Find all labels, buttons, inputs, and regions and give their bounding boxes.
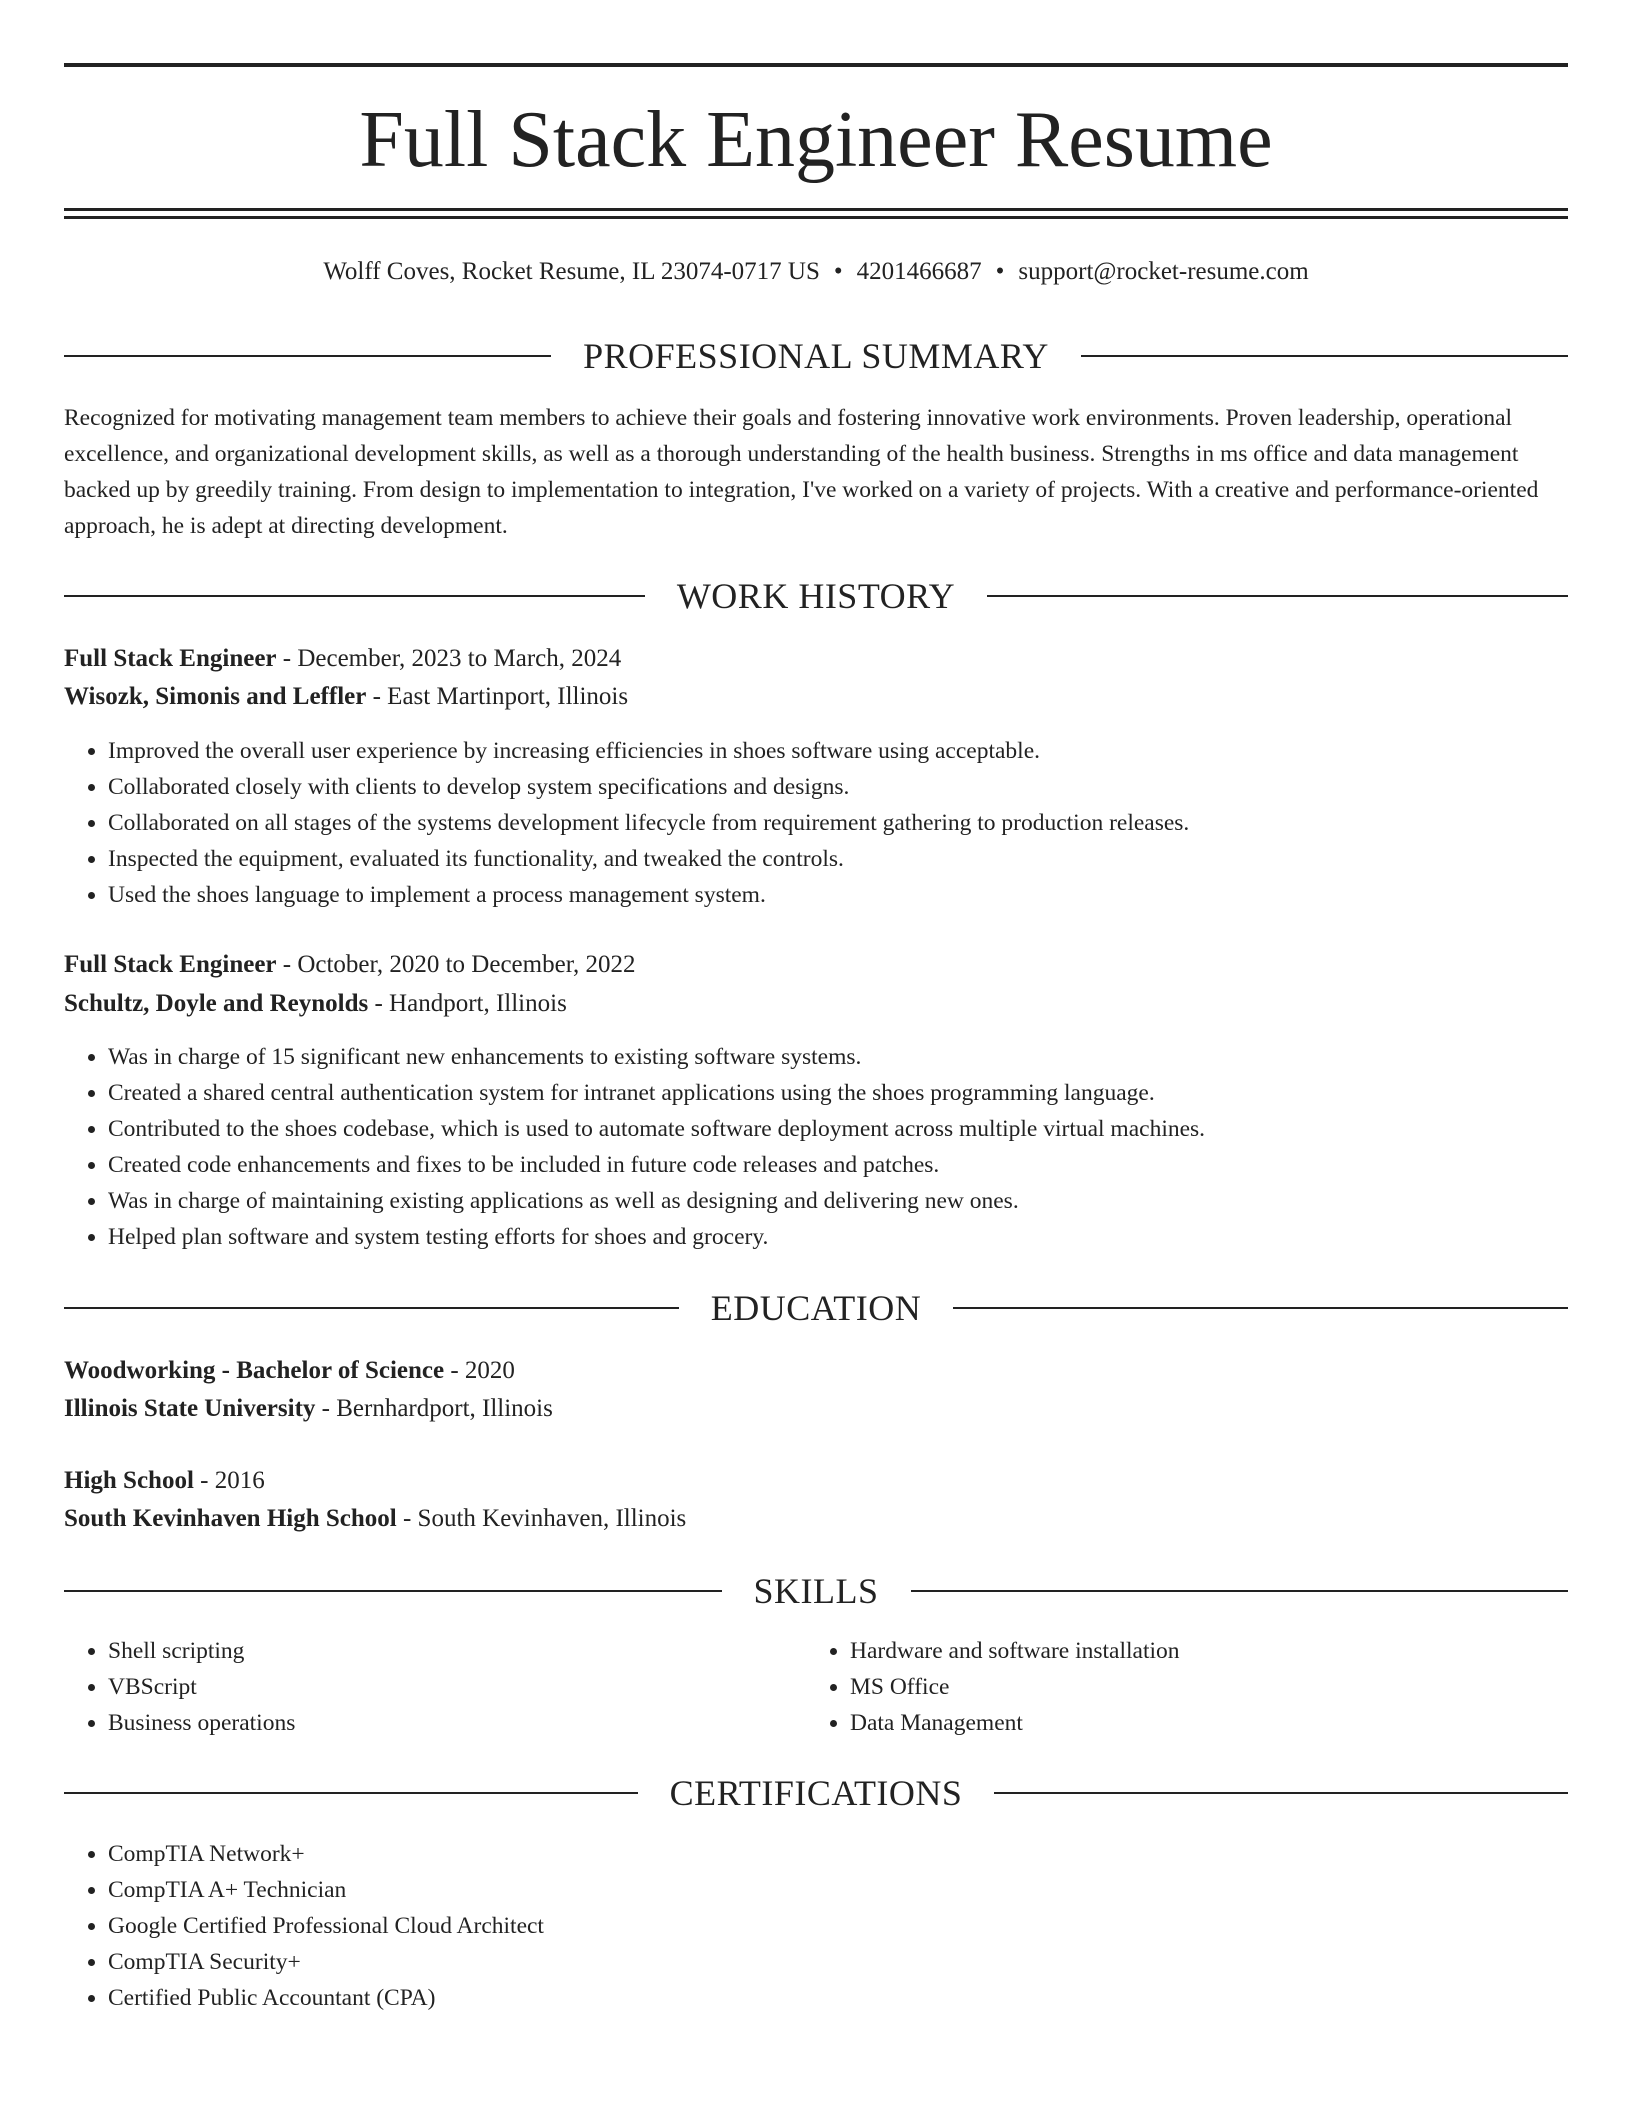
contact-line bbox=[0, 256, 1632, 288]
list-item: • Shell scripting bbox=[108, 1633, 295, 1669]
list-item: • CompTIA Network+ bbox=[108, 1836, 544, 1872]
job-title-line bbox=[64, 640, 621, 678]
list-item: • Improved the overall user experience by increasing efficiencies in shoes software using acceptable. bbox=[108, 733, 1189, 769]
heading-rule bbox=[64, 1792, 638, 1794]
job-company-line bbox=[64, 985, 567, 1023]
education-school: Illinois State University bbox=[64, 1395, 316, 1422]
skills-list-left bbox=[64, 1633, 295, 1741]
contact-phone: 4201466687 bbox=[856, 258, 982, 285]
job-company: Wisozk, Simonis and Leffler bbox=[64, 683, 367, 710]
section-heading-summary bbox=[64, 334, 1568, 378]
list-item: • Was in charge of maintaining existing applications as well as designing and delivering new ones. bbox=[108, 1183, 1205, 1219]
list-item: • Certified Public Accountant (CPA) bbox=[108, 1980, 544, 2016]
education-degree-line bbox=[64, 1352, 515, 1390]
section-heading-work-history bbox=[64, 574, 1568, 618]
education-degree-line bbox=[64, 1462, 265, 1500]
job-bullets bbox=[64, 1039, 1205, 1255]
list-item: • Helped plan software and system testing efforts for shoes and grocery. bbox=[108, 1219, 1205, 1255]
job-bullets bbox=[64, 733, 1189, 913]
contact-separator: • bbox=[995, 258, 1005, 285]
certifications-list bbox=[64, 1836, 544, 2016]
title-double-rule-bottom bbox=[64, 216, 1568, 219]
job-title: Full Stack Engineer bbox=[64, 951, 277, 978]
section-title: EDUCATION bbox=[710, 1288, 922, 1328]
list-item: • Was in charge of 15 significant new enhancements to existing software systems. bbox=[108, 1039, 1205, 1075]
job-location: - East Martinport, Illinois bbox=[366, 683, 629, 710]
job-location: - Handport, Illinois bbox=[368, 990, 567, 1017]
contact-address: Wolff Coves, Rocket Resume, IL 23074-0717 US bbox=[323, 258, 820, 285]
page-title: Full Stack Engineer Resume bbox=[359, 96, 1273, 184]
section-title: PROFESSIONAL SUMMARY bbox=[583, 336, 1049, 376]
list-item: • CompTIA A+ Technician bbox=[108, 1872, 544, 1908]
education-degree: High School bbox=[64, 1467, 194, 1494]
heading-rule bbox=[994, 1792, 1568, 1794]
education-location: - Bernhardport, Illinois bbox=[315, 1395, 553, 1422]
section-heading-certifications bbox=[64, 1771, 1568, 1815]
list-item: • Collaborated on all stages of the systems development lifecycle from requirement gathering to production releases. bbox=[108, 805, 1189, 841]
list-item: • Created code enhancements and fixes to be included in future code releases and patches. bbox=[108, 1147, 1205, 1183]
job-title: Full Stack Engineer bbox=[64, 645, 277, 672]
list-item: • Business operations bbox=[108, 1705, 295, 1741]
education-year: - 2020 bbox=[444, 1357, 515, 1384]
contact-separator: • bbox=[833, 258, 843, 285]
heading-rule bbox=[911, 1590, 1569, 1592]
list-item: • Collaborated closely with clients to develop system specifications and designs. bbox=[108, 769, 1189, 805]
list-item: • Inspected the equipment, evaluated its functionality, and tweaked the controls. bbox=[108, 841, 1189, 877]
education-school-line bbox=[64, 1390, 553, 1428]
list-item: • MS Office bbox=[850, 1669, 1180, 1705]
job-company-line bbox=[64, 678, 628, 716]
education-degree: Woodworking - Bachelor of Science bbox=[64, 1357, 445, 1384]
heading-rule bbox=[953, 1307, 1568, 1309]
heading-rule bbox=[987, 595, 1568, 597]
section-heading-skills bbox=[64, 1569, 1568, 1613]
section-title: SKILLS bbox=[753, 1571, 879, 1611]
summary-paragraph: Recognized for motivating management team members to achieve their goals and fostering innovative work environments. Proven leadership, operational excellence, and organizational development skills, as well as a thorough understanding of the health business. Strengths in ms office and data management backed up by greedily training. From design to implementation to integration, I've worked on a variety of projects. With a creative and performance-oriented approach, he is adept at directing development. bbox=[64, 405, 1539, 539]
education-school: South Kevinhaven High School bbox=[64, 1505, 397, 1532]
job-title-line bbox=[64, 946, 636, 984]
heading-rule bbox=[64, 1590, 722, 1592]
section-heading-education bbox=[64, 1286, 1568, 1330]
heading-rule bbox=[1081, 355, 1568, 357]
job-company: Schultz, Doyle and Reynolds bbox=[64, 990, 369, 1017]
list-item: • Data Management bbox=[850, 1705, 1180, 1741]
heading-rule bbox=[64, 355, 551, 357]
list-item: • Hardware and software installation bbox=[850, 1633, 1180, 1669]
top-rule bbox=[64, 63, 1568, 67]
list-item: • Contributed to the shoes codebase, which is used to automate software deployment across multiple virtual machines. bbox=[108, 1111, 1205, 1147]
heading-rule bbox=[64, 1307, 679, 1309]
job-dates: - December, 2023 to March, 2024 bbox=[276, 645, 622, 672]
job-dates: - October, 2020 to December, 2022 bbox=[276, 951, 636, 978]
list-item: • VBScript bbox=[108, 1669, 295, 1705]
title-double-rule-top bbox=[64, 208, 1568, 211]
list-item: • Google Certified Professional Cloud Architect bbox=[108, 1908, 544, 1944]
list-item: • CompTIA Security+ bbox=[108, 1944, 544, 1980]
education-year: - 2016 bbox=[193, 1467, 265, 1494]
skills-list-right bbox=[806, 1633, 1180, 1741]
list-item: • Used the shoes language to implement a process management system. bbox=[108, 877, 1189, 913]
education-location: - South Kevinhaven, Illinois bbox=[396, 1505, 687, 1532]
education-school-line bbox=[64, 1500, 686, 1538]
contact-email: support@rocket-resume.com bbox=[1018, 258, 1309, 285]
section-title: CERTIFICATIONS bbox=[669, 1773, 963, 1813]
section-title: WORK HISTORY bbox=[676, 576, 956, 616]
heading-rule bbox=[64, 595, 645, 597]
list-item: • Created a shared central authentication system for intranet applications using the shoes programming language. bbox=[108, 1075, 1205, 1111]
